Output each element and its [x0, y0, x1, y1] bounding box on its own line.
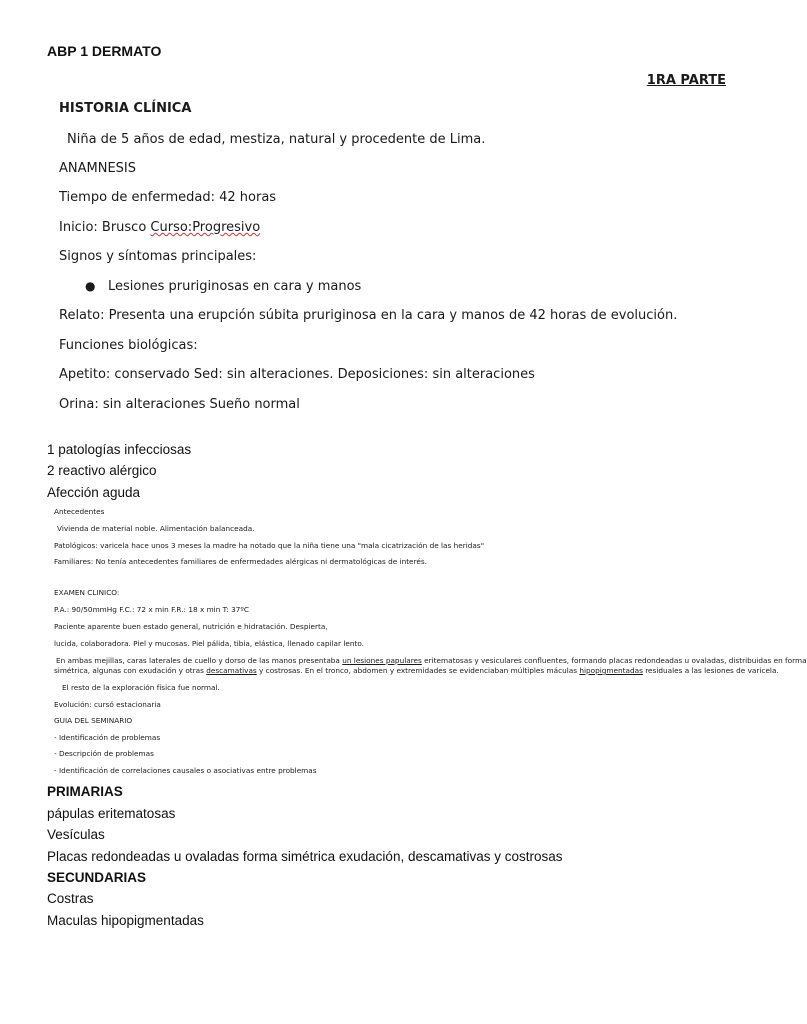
patient-description: Niña de 5 años de edad, mestiza, natural y procedente de Lima. — [67, 132, 486, 147]
antecedentes-heading: Antecedentes — [54, 507, 105, 516]
clinical-history-heading: HISTORIA CLÍNICA — [59, 101, 192, 116]
onset-line — [59, 220, 260, 235]
lesions-text-f: y costrosas. En el tronco, abdomen y extremidades se evidenciaban múltiples máculas — [256, 666, 580, 675]
biological-functions: Funciones biológicas: — [59, 338, 198, 353]
primarias-item-1: pápulas eritematosas — [47, 806, 176, 821]
lesions-text-c: eritematosas y vesiculares confluentes, formando placas redondeadas u ovaladas, distribuidas en forma — [421, 656, 807, 665]
lesions-text-b: un lesiones papulares — [342, 656, 422, 665]
lesions-text-d: simétrica, algunas con exudación y otras — [54, 666, 207, 675]
secundarias-heading: SECUNDARIAS — [47, 870, 147, 885]
course-text: Curso:Progresivo — [150, 220, 261, 235]
secundarias-item-1: Costras — [47, 891, 94, 906]
guide-item-3: - Identificación de correlaciones causales o asociativas entre problemas — [54, 766, 317, 775]
illness-duration: Tiempo de enfermedad: 42 horas — [59, 190, 277, 205]
lesions-text-g: hipopigmentadas — [579, 666, 643, 675]
note-3: Afección aguda — [47, 485, 141, 500]
relato-line: Relato: Presenta una erupción súbita pruriginosa en la cara y manos de 42 horas de evolución. — [59, 308, 678, 323]
seminar-guide-heading: GUIA DEL SEMINARIO — [54, 716, 133, 725]
urine-line: Orina: sin alteraciones Sueño normal — [59, 397, 300, 412]
primarias-item-2: Vesículas — [47, 827, 105, 842]
scanned-clinical-exam — [52, 505, 807, 777]
familiares-line: Familiares: No tenía antecedentes familiares de enfermedades alérgicas ni dermatológicas de interés. — [54, 557, 427, 566]
guide-item-2: - Descripción de problemas — [54, 749, 154, 758]
secundarias-item-2: Maculas hipopigmentadas — [47, 913, 204, 928]
vivienda-line: Vivienda de material noble. Alimentación balanceada. — [57, 524, 255, 533]
vital-signs: P.A.: 90/50mmHg F.C.: 72 x min F.R.: 18 x min T: 37ºC — [54, 605, 249, 614]
signs-heading: Signos y síntomas principales: — [59, 249, 257, 264]
evolution-line: Evolución: cursó estacionaria — [54, 700, 161, 709]
general-state: Paciente aparente buen estado general, nutrición e hidratación. Despierta, — [54, 622, 328, 631]
primarias-heading: PRIMARIAS — [47, 784, 123, 799]
patologicos-line: Patológicos: varicela hace unos 3 meses la madre ha notado que la niña tiene una "mala cicatrización de las heridas" — [54, 541, 485, 550]
scanned-clinical-history — [55, 66, 730, 416]
guide-item-1: - Identificación de problemas — [54, 733, 161, 742]
lesions-line-2 — [54, 666, 779, 675]
note-2: 2 reactivo alérgico — [47, 463, 157, 478]
lesions-text-h: residuales a las lesiones de varicela. — [642, 666, 779, 675]
anamnesis-heading: ANAMNESIS — [59, 161, 137, 176]
bullet-icon: ● — [85, 279, 96, 293]
document-title: ABP 1 DERMATO — [47, 43, 162, 59]
note-1: 1 patologías infecciosas — [47, 442, 192, 457]
part-label: 1RA PARTE — [646, 73, 726, 88]
onset-text: Inicio: Brusco — [59, 220, 151, 235]
signs-item: Lesiones pruriginosas en cara y manos — [108, 279, 362, 294]
primarias-item-3: Placas redondeadas u ovaladas forma simétrica exudación, descamativas y costrosas — [47, 849, 563, 864]
rest-exam-line: El resto de la exploración física fue normal. — [62, 683, 220, 692]
lesions-text-a: En ambas mejillas, caras laterales de cuello y dorso de las manos presentaba — [56, 656, 343, 665]
appetite-line: Apetito: conservado Sed: sin alteraciones. Deposiciones: sin alteraciones — [59, 367, 535, 382]
lesions-text-e: descamativas — [206, 666, 257, 675]
skin-line: lucida, colaboradora. Piel y mucosas. Piel pálida, tibia, elástica, llenado capilar lento. — [54, 639, 364, 648]
lesions-line-1 — [56, 656, 807, 665]
exam-heading: EXAMEN CLINICO: — [54, 588, 120, 597]
